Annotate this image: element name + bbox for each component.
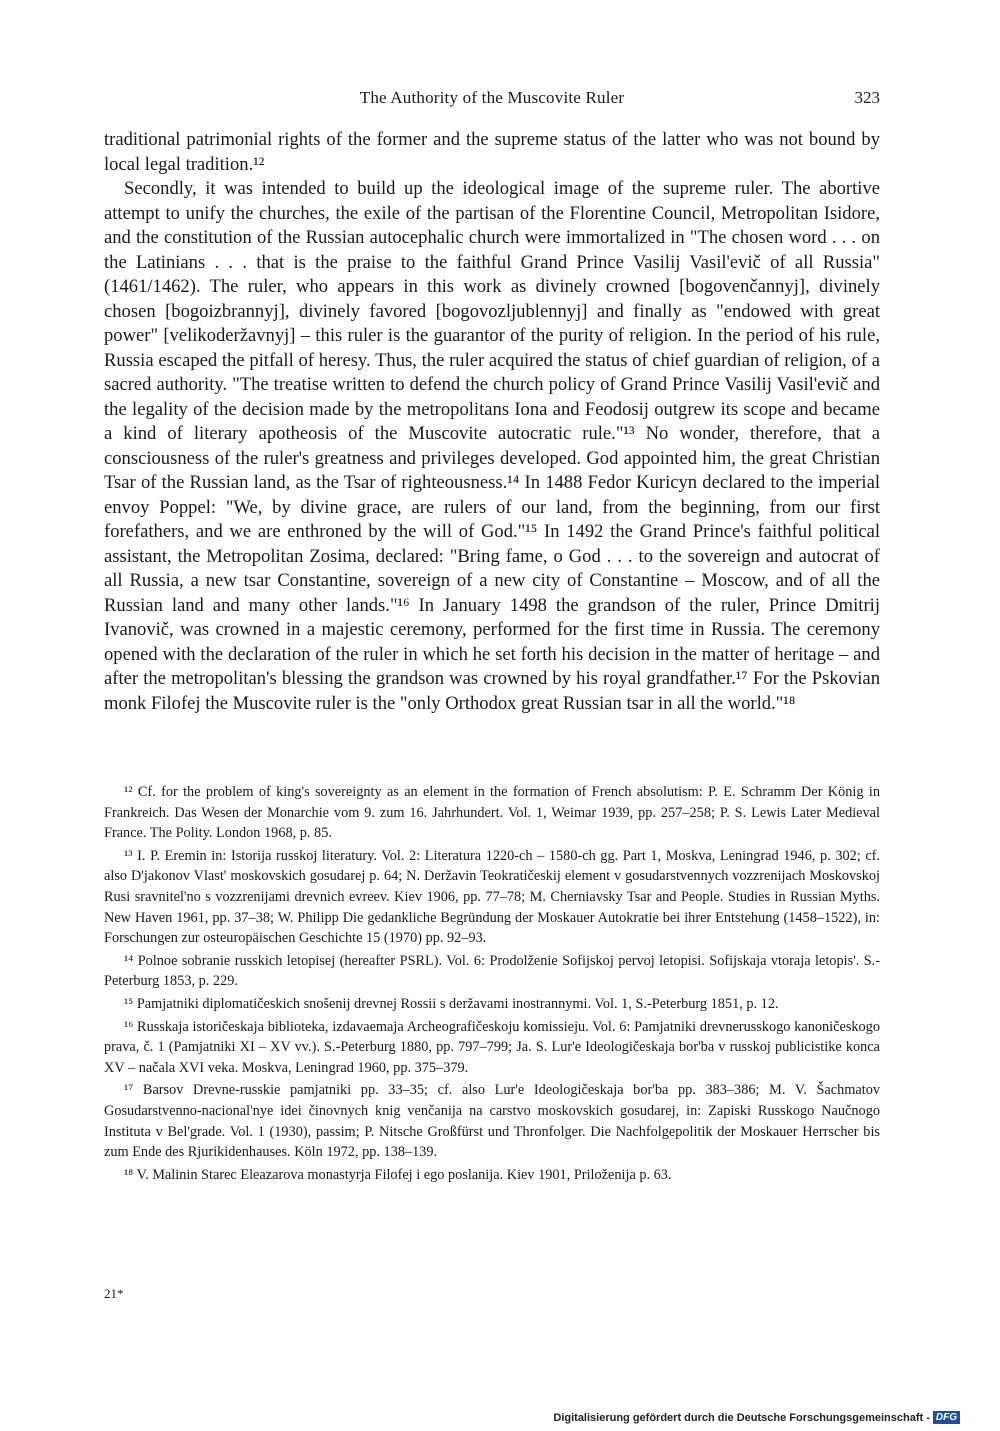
running-title: The Authority of the Muscovite Ruler	[359, 88, 625, 107]
footnote: ¹² Cf. for the problem of king's sovereignty as an element in the formation of French absolutism: P. E. Schramm Der König in Frankreich. Das Wesen der Monarchie vom 9. zum 16. Jahrhundert. Vol. 1, Weimar 1939, pp. 257–258; P. S. Lewis Later Medieval France. The Polity. London 1968, p. 85.	[104, 784, 880, 842]
credit-text: Digitalisierung gefördert durch die Deutsche Forschungsgemeinschaft -	[553, 1411, 930, 1424]
digitization-credit	[553, 1411, 960, 1424]
footnote: ¹⁷ Barsov Drevne-russkie pamjatniki pp. 33–35; cf. also Lur'e Ideologičeskaja bor'ba pp. 383–386; M. V. Šachmatov Gosudarstvenno-nacional'nye idei činovnych knig venčanija na carstvo moskovskich gosudarej, in: Zapiski Russkogo Naučnogo Instituta v Bel'grade. Vol. 1 (1930), passim; P. Nitsche Großfürst und Thronfolger. Die Nachfolgepolitik der Moskauer Herrscher bis zum Ende des Rjurikidenhauses. Köln 1972, pp. 138–139.	[104, 1082, 880, 1161]
main-text	[104, 128, 880, 716]
signature-mark: 21*	[104, 1286, 124, 1301]
footnote: ¹⁸ V. Malinin Starec Eleazarova monastyrja Filofej i ego poslanija. Kiev 1901, Priloženija p. 63.	[124, 1166, 672, 1183]
footnote: ¹⁵ Pamjatniki diplomatičeskich snošenij drevnej Rossii s deržavami inostrannymi. Vol. 1, S.-Peterburg 1851, p. 12.	[124, 995, 779, 1012]
page-header	[104, 88, 880, 114]
dfg-logo-icon: DFG	[933, 1411, 960, 1424]
footnote: ¹⁶ Russkaja istoričeskaja biblioteka, izdavaemaja Archeografičeskoju komissieju. Vol. 6: Pamjatniki drevnerusskogo kanoničeskogo prava, č. 1 (Pamjatniki XI – XV vv.). S.-Peterburg 1880, pp. 797–799; Ja. S. Lur'e Ideologičeskaja bor'ba v russkoj publicistike konca XV – načala XVI veka. Moskva, Leningrad 1960, pp. 375–379.	[104, 1018, 880, 1076]
body-paragraph: Secondly, it was intended to build up the ideological image of the supreme ruler. The abortive attempt to unify the churches, the exile of the partisan of the Florentine Council, Metropolitan Isidore, and the constitution of the Russian autocephalic church were immortalized in "The chosen word . . . on the Latinians . . . that is the praise to the faithful Grand Prince Vasilij Vasil'evič of all Russia" (1461/1462). The ruler, who appears in this work as divinely crowned [bogovenčannyj], divinely chosen [bogoizbrannyj], divinely favored [bogovozljublennyj] and finally as "endowed with great power" [velikoderžavnyj] – this ruler is the guarantor of the purity of religion. In the period of his rule, Russia escaped the pitfall of heresy. Thus, the ruler acquired the status of chief guardian of religion, of a sacred authority. "The treatise written to defend the church policy of Grand Prince Vasilij Vasil'evič and the legality of the decision made by the metropolitans Iona and Feodosij outgrew its scope and became a kind of literary apotheosis of the Muscovite autocratic rule."¹³ No wonder, therefore, that a consciousness of the ruler's greatness and privileges developed. God appointed him, the great Christian Tsar of the Russian land, as the Tsar of righteousness.¹⁴ In 1488 Fedor Kuricyn declared to the imperial envoy Poppel: "We, by divine grace, are rulers of our land, from the beginning, from our first forefathers, and we are enthroned by the will of God."¹⁵ In 1492 the Grand Prince's faithful political assistant, the Metropolitan Zosima, declared: "Bring fame, o God . . . to the sovereign and autocrat of all Russia, a new tsar Constantine, sovereign of a new city of Constantine – Moscow, and of all the Russian land and many other lands."¹⁶ In January 1498 the grandson of the ruler, Prince Dmitrij Ivanovič, was crowned in a majestic ceremony, performed for the first time in Russia. The ceremony opened with the declaration of the ruler in which he set forth his decision in the matter of heritage – and after the metropolitan's blessing the grandson was crowned by his royal grandfather.¹⁷ For the Pskovian monk Filofej the Muscovite ruler is the "only Orthodox great Russian tsar in all the world."¹⁸	[104, 178, 880, 714]
footnote: ¹³ I. P. Eremin in: Istorija russkoj literatury. Vol. 2: Literatura 1220-ch – 1580-ch gg. Part 1, Moskva, Leningrad 1946, p. 302; cf. also D'jakonov Vlast' moskovskich gosudarej p. 64; N. Deržavin Teokratičeskij element v gosudarstvennych vozzrenijach Moskovskoj Rusi sravnitel'no s vozzrenijami drevnich evreev. Kiev 1906, pp. 77–78; M. Cherniavsky Tsar and People. Studies in Russian Myths. New Haven 1961, pp. 37–38; W. Philipp Die gedankliche Begründung der Moskauer Autokratie bei ihrer Entstehung (1458–1522), in: Forschungen zur osteuropäischen Geschichte 15 (1970) pp. 92–93.	[104, 847, 880, 947]
body-paragraph: traditional patrimonial rights of the former and the supreme status of the latter who was not bound by local legal tradition.¹²	[104, 129, 880, 175]
footnotes	[104, 782, 880, 1187]
page-number: 323	[854, 88, 880, 107]
footnote: ¹⁴ Polnoe sobranie russkich letopisej (hereafter PSRL). Vol. 6: Prodolženie Sofijskoj pervoj letopisi. Sofijskaja vtoraja letopis'. S.-Peterburg 1853, p. 229.	[104, 952, 880, 990]
